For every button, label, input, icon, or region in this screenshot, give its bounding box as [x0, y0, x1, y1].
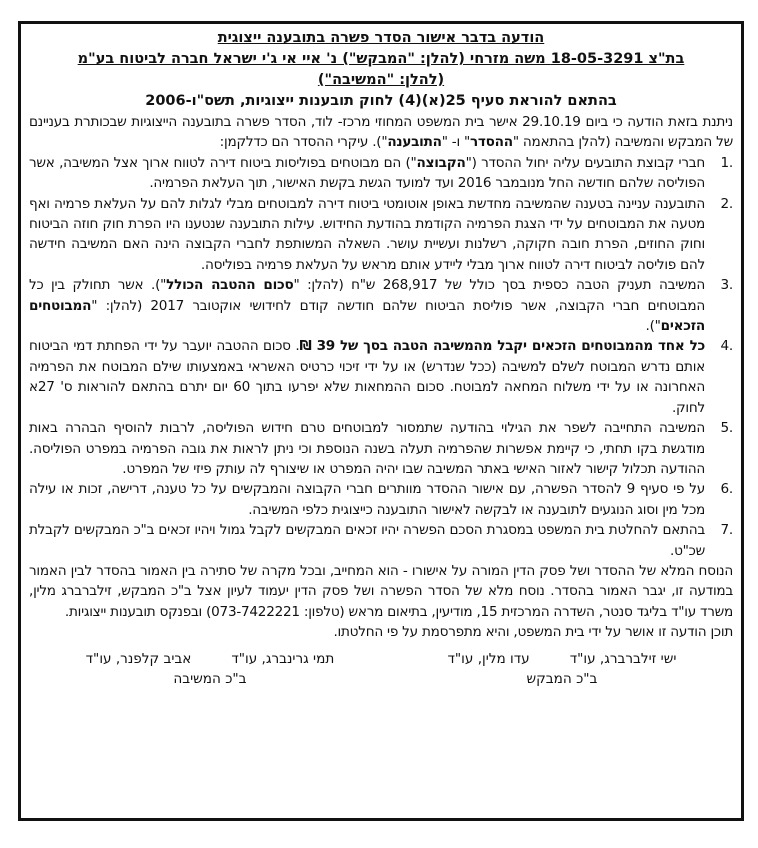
- item-text: המשיבה תעניק הטבה כספית בסך כולל של 268,917 ש"ח (להלן: "סכום ההטבה הכולל"). אשר תחולק בין כל המבוטחים חברי הקבוצה, אשר פוליסת הביטוח שלהם חודשה קודם לחידושי אוקטובר 2017 (להלן: "המבוטחים הזכאים").: [29, 277, 706, 335]
- list-item: [29, 194, 733, 276]
- intro-paragraph: [29, 112, 733, 153]
- signatory: עדו מלין, עו"ד: [447, 650, 530, 667]
- signatory: אביב קלפנר, עו"ד: [85, 650, 192, 667]
- legal-basis: בהתאם להוראת סעיף 25(א)(4) לחוק תובענות ייצוגיות, תשס"ו-2006: [145, 93, 617, 109]
- term-claim: התובענה: [387, 134, 442, 151]
- closing-paragraph: הנוסח המלא של ההסדר ושל פסק הדין המורה על אישורו - הוא המחייב, ובכל מקרה של סתירה בין האמור בהסדר לבין האמור במודעה זו, יגבר האמור בהסדר. נוסח מלא של הסדר הפשרה ושל פסק הדין יעמוד לעיון אצל ב"כ המבקש, זילברברג מלין, משרד עו"ד בליגד סנטר, השדרה המרכזית 15, מודיעין, בתיאום מראש (טלפון: 073-7422221) ובפנקס תובענות ייצוגיות.: [29, 562, 733, 620]
- list-item: [29, 418, 733, 479]
- item-number: 5.: [720, 420, 733, 437]
- respondent-counsel: [86, 649, 335, 689]
- list-item: [29, 336, 733, 418]
- notice-frame: [18, 21, 744, 821]
- case-caption-continued: (להלן: "המשיבה"): [317, 72, 445, 88]
- list-item: [29, 153, 733, 194]
- item-text: התובענה עניינה בטענה שהמשיבה מחדשת באופן אוטומטי ביטוח דירה למבוטחים מבלי לגלות להם על העלאת פרמיה ואף מטעה את המבוטחים על ידי הצגת הפרמיה הקודמת בהודעת החידוש. עילות התובענה שנטענו היו הפרת חוק חוזה הביטוח וחוק החוזים, הפרת חובה חקוקה, רשלנות ועשיית עושר. השאלה המשותפת לחברי הקבוצה הינה האם המשיבה חידשה להם פוליסה לביטוח דירה לטווח ארוך מבלי ליידע אותם מראש על העלאת פרמיה בפוליסה.: [29, 195, 705, 273]
- signatory-role: ב"כ המבקש: [526, 670, 598, 687]
- applicant-counsel: [448, 649, 677, 689]
- term-settlement: ההסדר: [469, 134, 513, 151]
- intro-text: "). עיקרי ההסדר הם כדלקמן:: [219, 134, 388, 151]
- signatures: [29, 649, 733, 689]
- list-item: [29, 479, 733, 520]
- item-text: כל אחד מהמבוטחים הזכאים יקבל מהמשיבה הטבה בסך של 39 ₪. סכום ההטבה יועבר על ידי הפחתת דמי הביטוח אותם נדרש המבוטח לשלם למשיבה (ככל שנדרש) או על ידי זיכוי כרטיס האשראי באמצעותו שילם המבוטח את הפרמיה האחרונה או על ידי משלוח המחאה למבוטח. סכום ההמחאות שלא יפרעו בתוך 60 יום יתרם בהתאם להוראות ס' 27א לחוק.: [29, 338, 705, 416]
- list-item: [29, 275, 733, 336]
- intro-text: " ו- ": [441, 134, 470, 151]
- notice-title: הודעה בדבר אישור הסדר פשרה בתובענה ייצוגית: [217, 30, 545, 46]
- item-text: המשיבה התחייבה לשפר את הגילוי בהודעה שתמסור למבוטחים טרם חידוש הפוליסה, לרבות להוסיף הבהרה באות מודגשת בקו תחתי, כי קיימת אפשרות שהפרמיה תעלה בשנה הנוספת וכי ניתן לראות את גובה הפרמיה במפרט הפוליסה. ההודעה תכלול קישור לאזור האישי באתר המשיבה שבו יהיה המפרט או שיצורף לה עותק פיזי של המפרט.: [29, 420, 705, 477]
- signatory: תמי גרינברג, עו"ד: [231, 650, 335, 667]
- item-number: 2.: [720, 195, 733, 212]
- item-number: 7.: [720, 522, 733, 539]
- signatory: ישי זילברברג, עו"ד: [569, 650, 677, 667]
- item-number: 3.: [720, 277, 733, 294]
- list-item: [29, 520, 733, 561]
- item-number: 1.: [720, 154, 733, 171]
- case-caption: בת"צ 18-05-3291 משה מזרחי (להלן: "המבקש") נ' איי אי ג'י ישראל חברה לביטוח בע"מ: [77, 51, 685, 67]
- item-number: 4.: [720, 338, 733, 355]
- item-text: בהתאם להחלטת בית המשפט במסגרת הסכם הפשרה יהיו זכאים המבקשים לקבל גמול ויהיו זכאים ב"כ המבקשים לקבלת שכ"ט.: [29, 522, 705, 559]
- item-text: חברי קבוצת התובעים עליה יחול ההסדר ("הקבוצה") הם מבוטחים בפוליסות ביטוח דירה לטווח ארוך אצל המשיבה, אשר הפוליסה שלהם חודשה החל מנובמבר 2016 ועד למועד הגשת בקשת האישור, תוך העלאת הפרמיה.: [29, 154, 705, 192]
- item-text: על פי סעיף 9 להסדר הפשרה, עם אישור ההסדר מוותרים חברי הקבוצה והמבקשים על כל טענה, דרישה, זכות או עילה מכל מין וסוג הנוגעים לתובענה או לבקשה לאישור התובענה כייצוגית כלפי המשיבה.: [29, 481, 705, 518]
- signatory-role: ב"כ המשיבה: [173, 670, 247, 687]
- approval-note: תוכן הודעה זו אושר על ידי בית המשפט, והיא מתפרסמת על פי החלטתו.: [333, 624, 733, 641]
- intro-text: ניתנת בזאת הודעה כי ביום 29.10.19 אישר בית המשפט המחוזי מרכז- לוד, הסדר פשרה בתובענה הייצוגיות שבכותרת בעניינם של המבקש והמשיבה (להלן בהתאמה ": [29, 114, 734, 151]
- item-number: 6.: [720, 481, 733, 498]
